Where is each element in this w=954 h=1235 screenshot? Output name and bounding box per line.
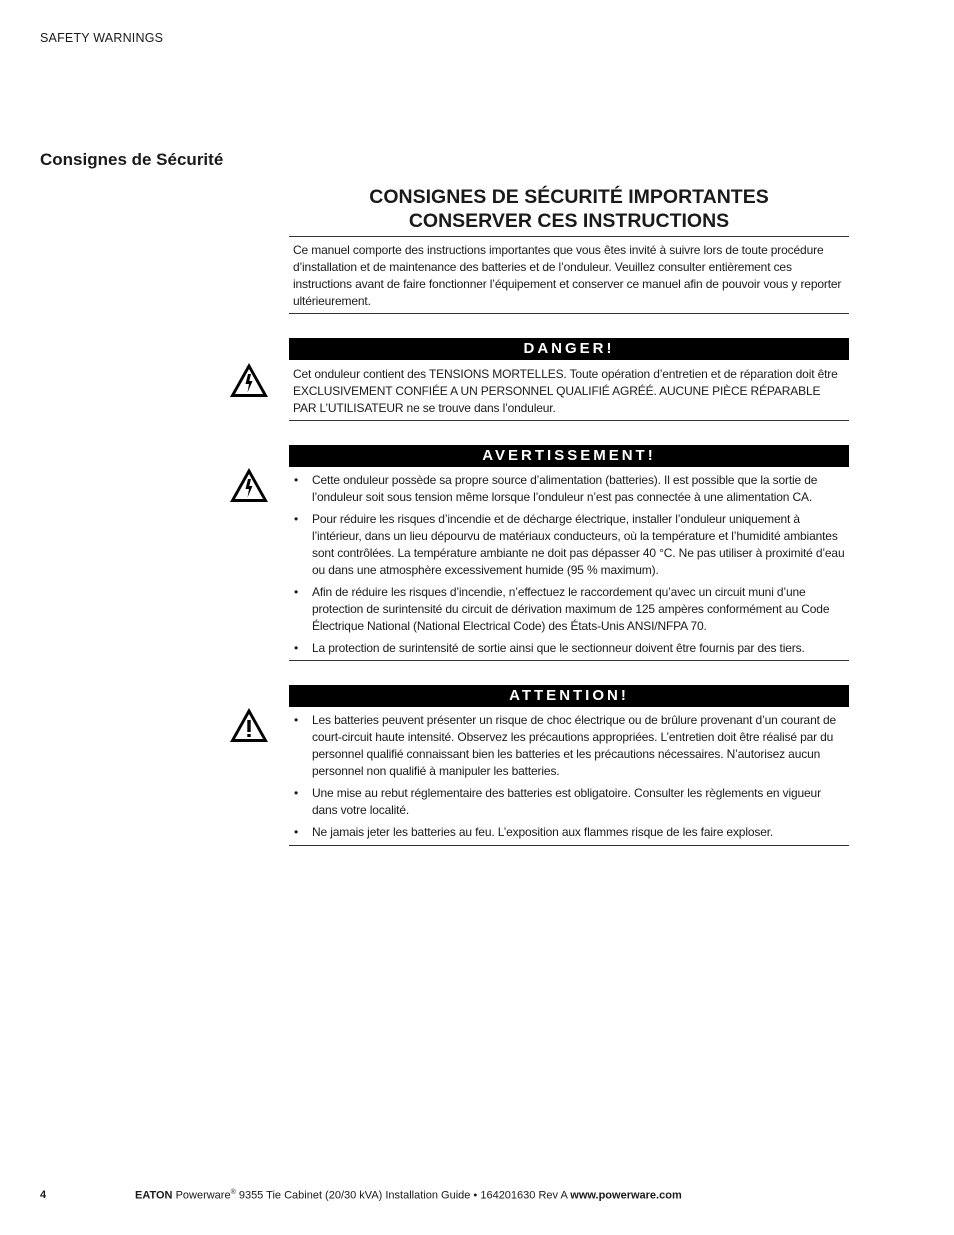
caution-list-item: • Les batteries peuvent présenter un risque de choc électrique ou de brûlure provenant d’un courant de court-circuit haute intensité. Observez les précautions appropriées. L’entretien doit être réalisé par du personnel qualifié connaissant bien les batteries et les précautions nécessaires. N’autorisez aucun personnel non qualifié à manipuler les batteries. — [293, 712, 845, 780]
divider — [289, 660, 849, 661]
warning-list-item: • Pour réduire les risques d’incendie et de décharge électrique, installer l’onduleur uniquement à l’intérieur, dans un lieu dépourvu de matériaux conducteurs, où la température et l’humidité ambiantes sont contrôlées. La température ambiante ne doit pas dépasser 40 °C. Ne pas utiliser à proximité d’eau ou dans une atmosphère excessivement humide (95 % maximum). — [293, 511, 845, 579]
electrical-hazard-icon — [228, 466, 270, 504]
warning-banner: AVERTISSEMENT! — [289, 445, 849, 467]
title-line-1: CONSIGNES DE SÉCURITÉ IMPORTANTES — [369, 186, 769, 208]
warning-list-item: • La protection de surintensité de sortie ainsi que le sectionneur doivent être fournis par des tiers. — [293, 640, 845, 657]
footer-product: Powerware — [175, 1189, 231, 1202]
footer-website: www.powerware.com — [570, 1189, 682, 1202]
caution-banner: ATTENTION! — [289, 685, 849, 707]
intro-paragraph: Ce manuel comporte des instructions importantes que vous êtes invité à suivre lors de toute procédure d’installation et de maintenance des batteries et de l’onduleur. Veuillez consulter entièrement ces instructions avant de faire fonctionner l’équipement et conserver ce manuel afin de pouvoir vous y reporter ultérieurement. — [293, 243, 842, 308]
caution-list-container — [293, 712, 845, 846]
page-title — [289, 185, 849, 233]
warning-list-item: • Cette onduleur possède sa propre source d’alimentation (batteries). Il est possible que la sortie de l’onduleur soit sous tension même lorsque l’onduleur n’est pas connectée à une alimentation CA. — [293, 472, 845, 506]
electrical-hazard-icon — [228, 361, 270, 399]
running-header: SAFETY WARNINGS — [40, 31, 164, 45]
exclamation-warning-icon — [228, 706, 270, 744]
caution-list-item: • Une mise au rebut réglementaire des batteries est obligatoire. Consulter les règlements en vigueur dans votre localité. — [293, 785, 845, 819]
title-line-2: CONSERVER CES INSTRUCTIONS — [408, 210, 730, 232]
divider — [289, 313, 849, 314]
divider — [289, 236, 849, 237]
warning-list-container — [293, 472, 845, 662]
page-number: 4 — [40, 1189, 47, 1201]
footer-brand: EATON — [135, 1189, 173, 1202]
danger-text: Cet onduleur contient des TENSIONS MORTELLES. Toute opération d’entretien et de réparation doit être EXCLUSIVEMENT CONFIÉE A UN PERSONNEL QUALIFIÉ AGRÉÉ. AUCUNE PIÈCE RÉPARABLE PAR L’UTILISATEUR ne se trouve dans l’onduleur. — [293, 367, 838, 415]
section-heading: Consignes de Sécurité — [40, 150, 224, 169]
footer-registered-mark: ® — [230, 1189, 236, 1196]
footer-description: 9355 Tie Cabinet (20/30 kVA) Installation Guide • 164201630 Rev A — [238, 1189, 568, 1202]
divider — [289, 845, 849, 846]
warning-list-item: • Afin de réduire les risques d’incendie, n’effectuez le raccordement qu’avec un circuit muni d’une protection de surintensité du circuit de dérivation maximum de 125 ampères conformément au Code Électrique National (National Electrical Code) des États-Unis ANSI/NFPA 70. — [293, 584, 845, 635]
danger-banner: DANGER! — [289, 338, 849, 360]
divider — [289, 420, 849, 421]
footer-text — [135, 1189, 682, 1202]
caution-list-item: • Ne jamais jeter les batteries au feu. L’exposition aux flammes risque de les faire exploser. — [293, 824, 845, 841]
